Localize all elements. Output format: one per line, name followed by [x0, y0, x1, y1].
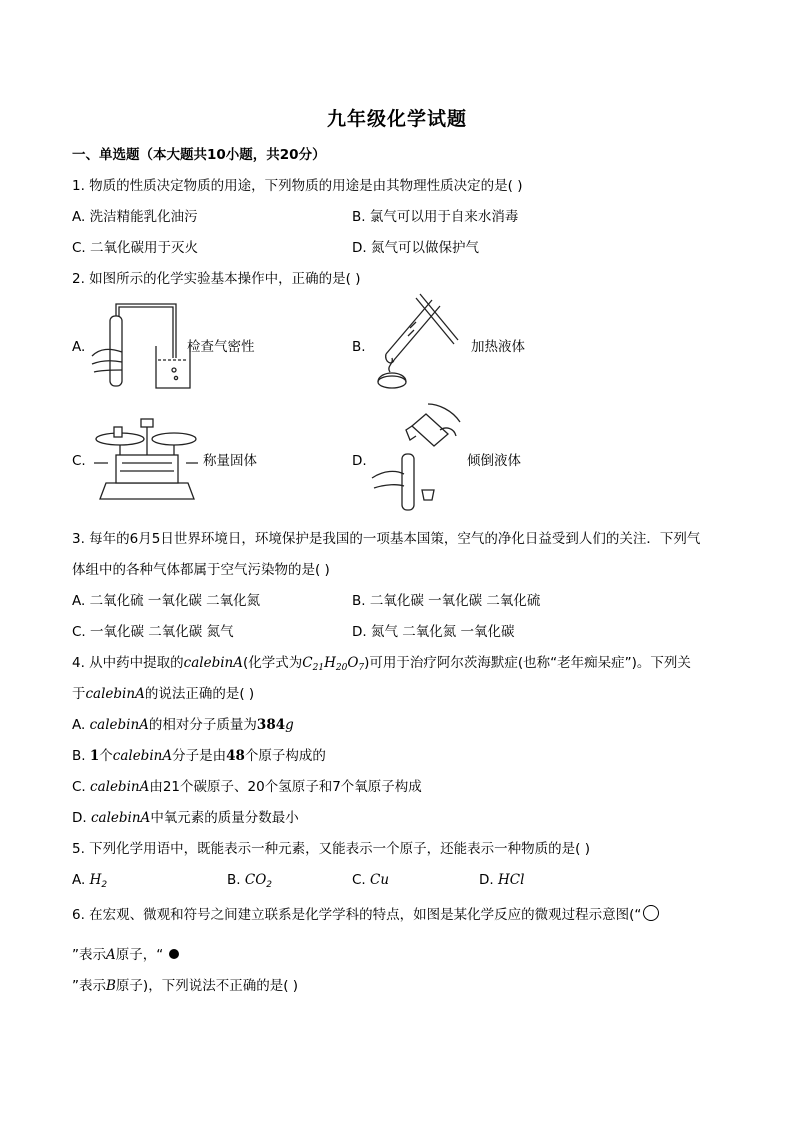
- q3-option-c: C. 一氧化碳 二氧化碳 氮气: [72, 624, 234, 640]
- hollow-circle-icon: [643, 905, 659, 921]
- chemical-formula: $C_{21}H_{20}O_7$: [302, 655, 365, 673]
- q3-option-d: D. 氮气 二氧化氮 一氧化碳: [352, 624, 515, 640]
- q3-option-a: A. 二氧化硫 一氧化碳 二氧化氮: [72, 593, 261, 609]
- q1-option-d: D. 氮气可以做保护气: [352, 240, 479, 256]
- page-title: 九年级化学试题: [326, 108, 467, 130]
- q1-option-b: B. 氯气可以用于自来水消毒: [352, 209, 519, 225]
- q2-option-b-letter: B.: [352, 339, 366, 355]
- section-heading: 一、单选题（本大题共10小题，共20分）: [72, 147, 326, 163]
- q1-option-a: A. 洗洁精能乳化油污: [72, 209, 198, 225]
- question-4-stem-line2: 于calebinA的说法正确的是( ): [72, 686, 255, 702]
- q2-option-b-text: 加热液体: [471, 339, 525, 355]
- q4-option-b: B. 1个calebinA分子是由48个原子构成的: [72, 748, 326, 764]
- balance-scale-figure: [90, 415, 200, 503]
- question-6-stem-line3: ”表示B原子)，下列说法不正确的是( ): [72, 978, 299, 994]
- compound-name: calebinA: [183, 655, 243, 671]
- q5-option-b: B. $CO_2$: [227, 872, 272, 890]
- q2-option-c-text: 称量固体: [203, 453, 257, 469]
- question-6-stem-line1: 6. 在宏观、微观和符号之间建立联系是化学学科的特点，如图是某化学反应的微观过程示意图(“: [72, 905, 659, 925]
- question-2-stem: 2. 如图所示的化学实验基本操作中，正确的是( ): [72, 271, 361, 287]
- q2-option-c-letter: C.: [72, 453, 86, 469]
- filled-circle-icon: [169, 949, 179, 959]
- heating-liquid-figure: [370, 292, 465, 392]
- question-3-stem-line2: 体组中的各种气体都属于空气污染物的是( ): [72, 562, 330, 578]
- question-1-stem: 1. 物质的性质决定物质的用途，下列物质的用途是由其物理性质决定的是( ): [72, 178, 523, 194]
- question-5-stem: 5. 下列化学用语中，既能表示一种元素，又能表示一个原子，还能表示一种物质的是( ): [72, 841, 590, 857]
- q2-option-a-text: 检查气密性: [187, 339, 255, 355]
- question-6-stem-line2: ”表示A原子，“: [72, 945, 179, 965]
- q1-option-c: C. 二氧化碳用于灭火: [72, 240, 199, 256]
- q2-option-d-letter: D.: [352, 453, 367, 469]
- q3-option-b: B. 二氧化碳 一氧化碳 二氧化硫: [352, 593, 541, 609]
- q4-option-a: A. calebinA的相对分子质量为384g: [72, 717, 294, 733]
- q4-option-d: D. calebinA中氧元素的质量分数最小: [72, 810, 299, 826]
- pouring-liquid-figure: [368, 400, 468, 512]
- question-3-stem-line1: 3. 每年的6月5日世界环境日，环境保护是我国的一项基本国策，空气的净化日益受到人们的关注．下列气: [72, 531, 701, 547]
- q5-option-c: C. Cu: [352, 872, 390, 888]
- q2-option-a-letter: A.: [72, 339, 86, 355]
- q5-option-d: D. HCl: [479, 872, 525, 888]
- q5-option-a: A. $H_2$: [72, 872, 108, 890]
- q2-option-d-text: 倾倒液体: [467, 453, 521, 469]
- airtightness-check-figure: [88, 298, 188, 390]
- question-4-stem-line1: 4. 从中药中提取的calebinA(化学式为$C_{21}H_{20}O_7$)可用于治疗阿尔茨海默症(也称“老年痴呆症”)。下列关: [72, 655, 691, 673]
- q4-option-c: C. calebinA由21个碳原子、20个氢原子和7个氧原子构成: [72, 779, 422, 795]
